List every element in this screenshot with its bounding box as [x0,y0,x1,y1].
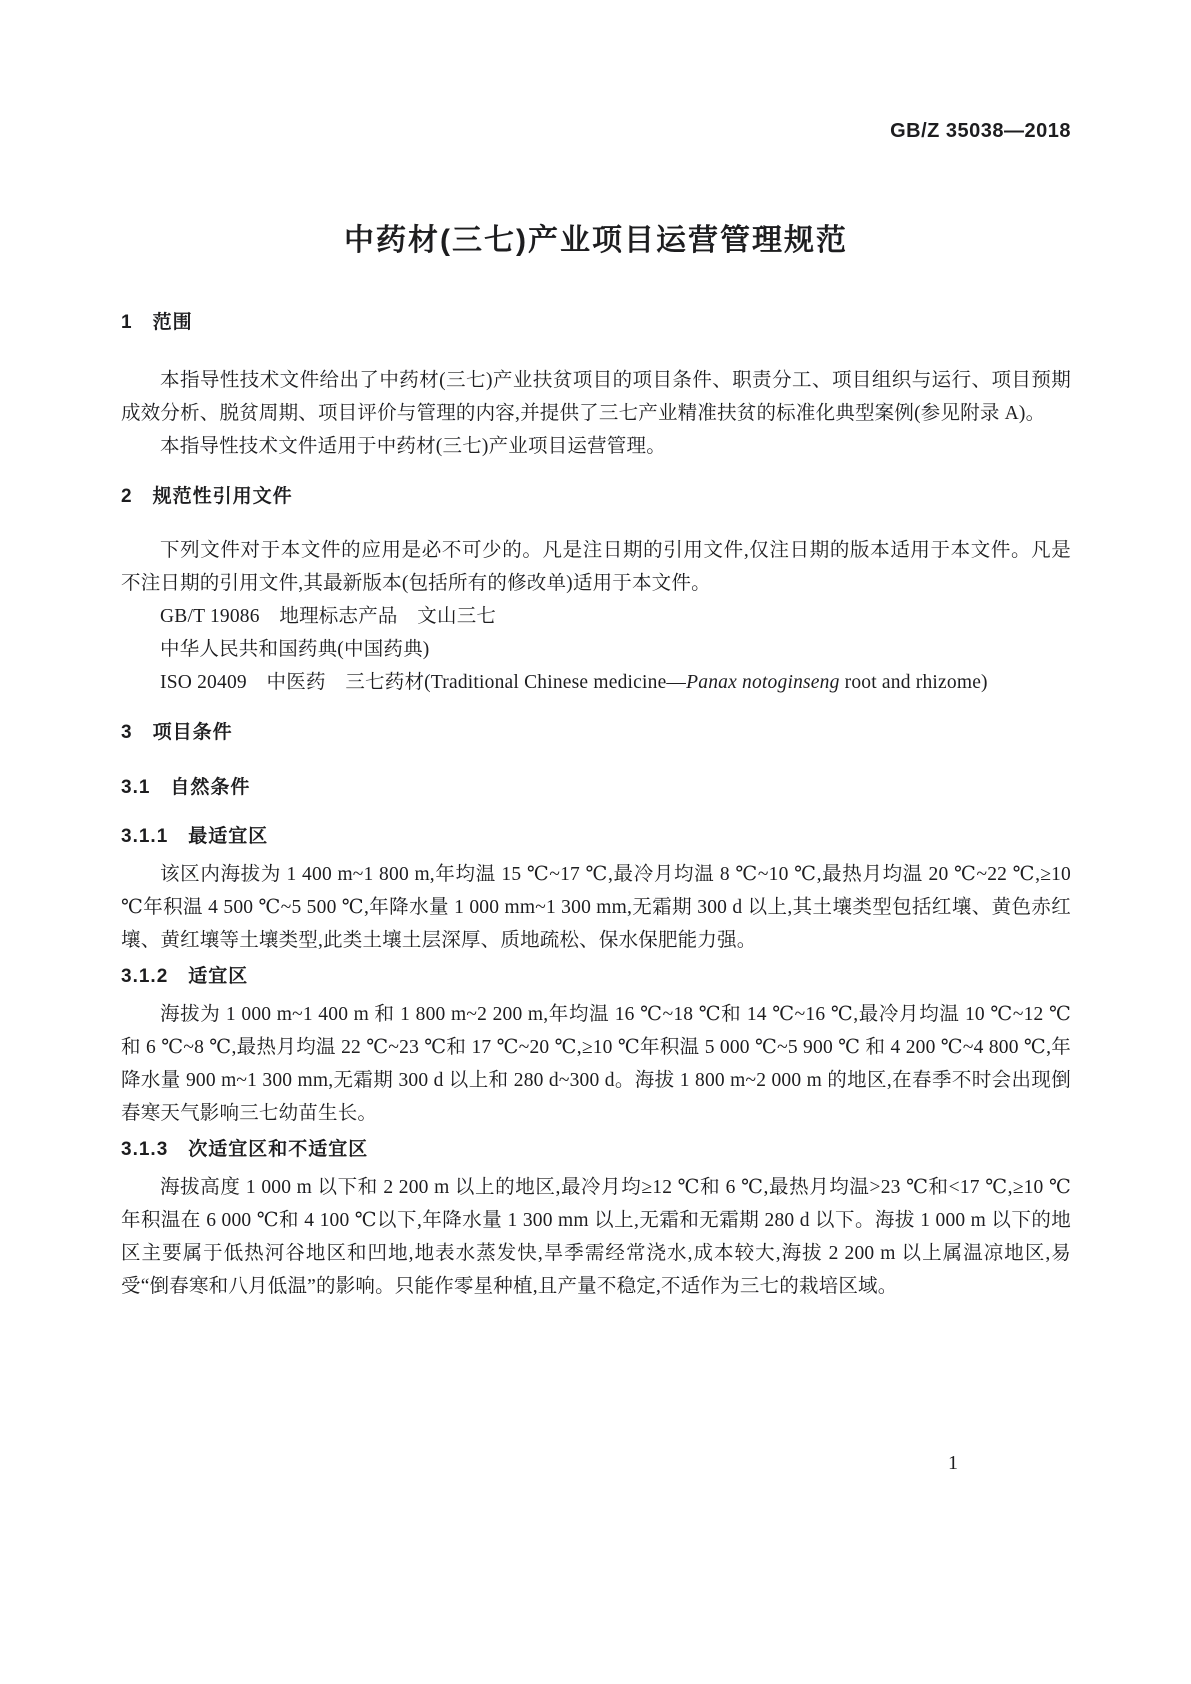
iso-reference-suffix: root and rhizome) [839,672,988,693]
section-references-heading: 2 规范性引用文件 [121,486,293,507]
subsection-suitable-zone-heading: 3.1.2 适宜区 [121,966,249,987]
subsection-natural-conditions-heading: 3.1 自然条件 [121,777,251,798]
scope-paragraph-2: 本指导性技术文件适用于中药材(三七)产业项目运营管理。 [160,436,666,457]
subsection-marginal-zone-heading: 3.1.3 次适宜区和不适宜区 [121,1139,369,1160]
subsection-optimal-zone-heading: 3.1.1 最适宜区 [121,826,269,847]
references-intro: 下列文件对于本文件的应用是必不可少的。凡是注日期的引用文件,仅注日期的版本适用于本文件。凡是不注日期的引用文件,其最新版本(包括所有的修改单)适用于本文件。 [121,540,1071,594]
section-scope-heading: 1 范围 [121,312,193,333]
marginal-zone-paragraph: 海拔高度 1 000 m 以下和 2 200 m 以上的地区,最冷月均≥12 ℃和 6 ℃,最热月均温>23 ℃和<17 ℃,≥10 ℃年积温在 6 000 ℃和 4 100 ℃以下,年降水量 1 300 mm 以上,无霜和无霜期 280 d 以下。海拔 1 000 m 以下的地区主要属于低热河谷地区和凹地,地表水蒸发快,旱季需经常浇水,成本较大,海拔 2 200 m 以上属温凉地区,易受“倒春寒和八月低温”的影响。只能作零星种植,且产量不稳定,不适作为三七的栽培区域。 [121,1177,1071,1297]
doc-number: GB/Z 35038—2018 [890,120,1071,142]
section-conditions-heading: 3 项目条件 [121,722,233,743]
page-number: 1 [948,1452,958,1474]
reference-pharmacopoeia: 中华人民共和国药典(中国药典) [160,639,430,660]
page-title: 中药材(三七)产业项目运营管理规范 [344,224,848,257]
scope-paragraph-1: 本指导性技术文件给出了中药材(三七)产业扶贫项目的项目条件、职责分工、项目组织与运行、项目预期成效分析、脱贫周期、项目评价与管理的内容,并提供了三七产业精准扶贫的标准化典型案例(参见附录 A)。 [121,370,1071,424]
latin-species-name: Panax notoginseng [686,672,840,693]
reference-gbt-19086: GB/T 19086 地理标志产品 文山三七 [160,606,497,627]
reference-iso-20409 [121,666,1071,699]
optimal-zone-paragraph: 该区内海拔为 1 400 m~1 800 m,年均温 15 ℃~17 ℃,最冷月均温 8 ℃~10 ℃,最热月均温 20 ℃~22 ℃,≥10 ℃年积温 4 500 ℃~5 500 ℃,年降水量 1 000 mm~1 300 mm,无霜期 300 d 以上,其土壤类型包括红壤、黄色赤红壤、黄红壤等土壤类型,此类土壤土层深厚、质地疏松、保水保肥能力强。 [121,864,1071,951]
suitable-zone-paragraph: 海拔为 1 000 m~1 400 m 和 1 800 m~2 200 m,年均温 16 ℃~18 ℃和 14 ℃~16 ℃,最冷月均温 10 ℃~12 ℃和 6 ℃~8 ℃,最热月均温 22 ℃~23 ℃和 17 ℃~20 ℃,≥10 ℃年积温 5 000 ℃~5 900 ℃ 和 4 200 ℃~4 800 ℃,年降水量 900 m~1 300 mm,无霜期 300 d 以上和 280 d~300 d。海拔 1 800 m~2 000 m 的地区,在春季不时会出现倒春寒天气影响三七幼苗生长。 [121,1004,1071,1124]
iso-reference-prefix: ISO 20409 中医药 三七药材(Traditional Chinese medicine— [160,672,687,693]
